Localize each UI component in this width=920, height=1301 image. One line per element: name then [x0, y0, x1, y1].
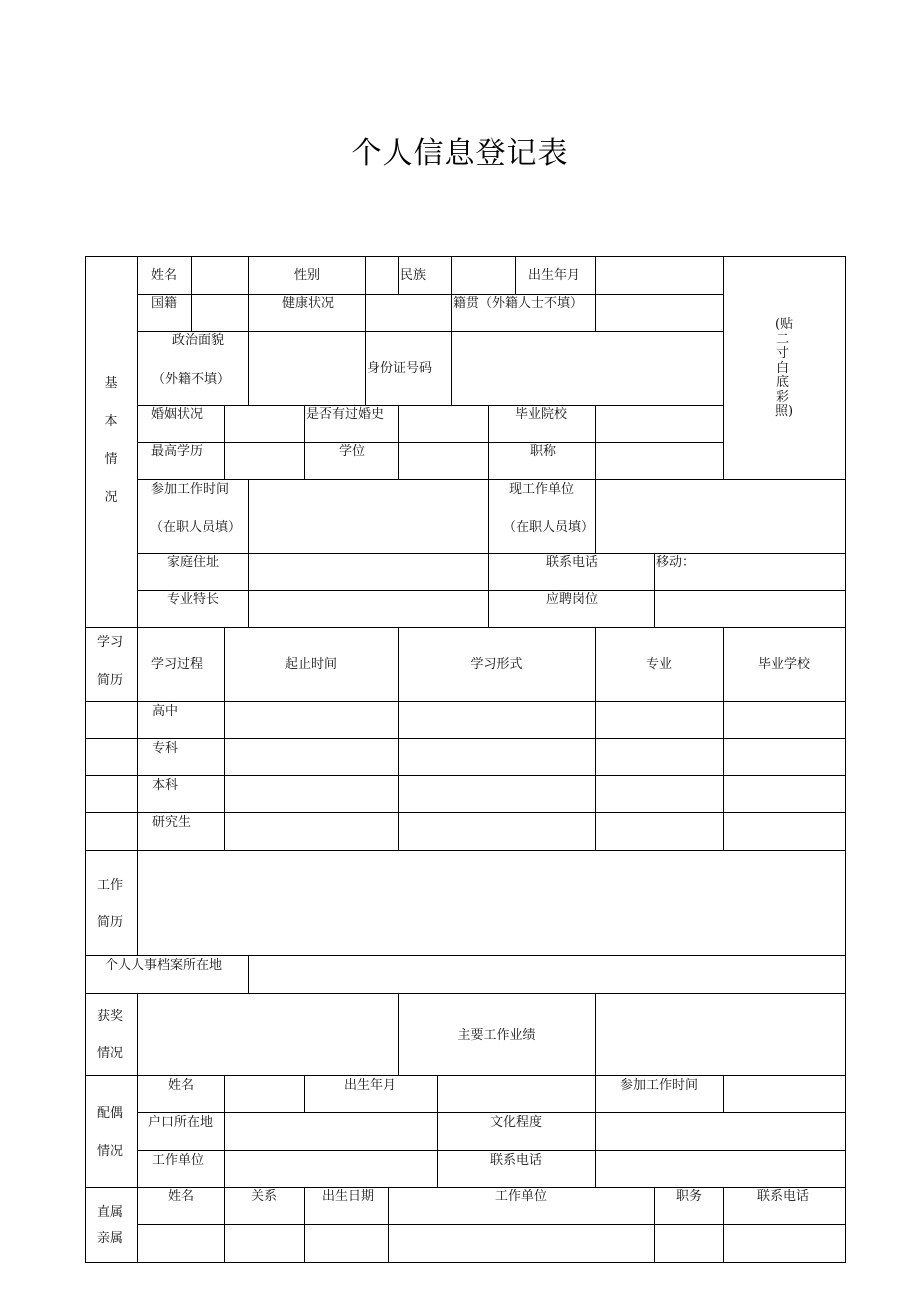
label-gender: 性别: [294, 268, 321, 283]
grid-line: [224, 1187, 225, 1263]
grid-line: [365, 331, 366, 406]
grid-line: [515, 256, 516, 294]
spouse-label-birth: 出生年月: [344, 1078, 397, 1093]
grid-line: [365, 256, 366, 332]
grid-line: [654, 553, 655, 628]
grid-line: [248, 331, 249, 406]
grid-line: [137, 1112, 845, 1113]
label-native-place: 籍贯（外籍人士不填）: [453, 296, 584, 311]
awards-section-label-1: 获奖: [97, 1009, 124, 1024]
grid-line: [595, 405, 596, 480]
awards-section-label-2: 情况: [97, 1046, 124, 1061]
label-current-employer-note: （在职人员填）: [503, 520, 595, 535]
grid-line: [137, 405, 724, 406]
grid-line: [224, 405, 225, 480]
label-position-applied: 应聘岗位: [546, 592, 599, 607]
grid-line: [137, 442, 724, 443]
label-nationality: 国籍: [151, 296, 178, 311]
grid-line: [488, 479, 489, 628]
label-name: 姓名: [151, 268, 178, 283]
study-row-label: 研究生: [152, 815, 192, 830]
grid-line: [224, 1075, 225, 1188]
grid-line: [85, 1075, 846, 1076]
grid-line: [398, 256, 399, 294]
grid-line: [85, 812, 846, 813]
grid-line: [137, 1224, 845, 1225]
grid-line: [723, 256, 724, 480]
relatives-section-label-1: 直属: [97, 1205, 124, 1220]
grid-line: [248, 479, 249, 628]
grid-line: [137, 850, 138, 956]
label-specialty: 专业特长: [167, 592, 220, 607]
label-political-note: （外籍不填）: [152, 372, 231, 387]
study-header-period: 起止时间: [284, 657, 337, 672]
grid-line: [137, 1075, 138, 1188]
label-ethnicity: 民族: [400, 268, 427, 283]
study-header-form: 学习形式: [470, 657, 523, 672]
photo-placeholder: (贴二寸白底彩照): [775, 317, 794, 419]
grid-line: [488, 405, 489, 480]
grid-line: [451, 256, 452, 406]
grid-line: [248, 294, 249, 332]
relatives-header-birth: 出生日期: [322, 1189, 375, 1204]
grid-line: [137, 993, 138, 1076]
grid-line: [304, 1075, 305, 1113]
grid-line: [85, 955, 846, 956]
study-header-process: 学习过程: [151, 657, 204, 672]
relatives-header-position: 职务: [676, 1189, 703, 1204]
grid-line: [388, 1187, 389, 1263]
relatives-header-name: 姓名: [168, 1189, 195, 1204]
study-row-label: 高中: [152, 704, 179, 719]
study-header-school: 毕业学校: [757, 657, 810, 672]
relatives-header-relation: 关系: [251, 1189, 278, 1204]
study-section-label-2: 简历: [97, 673, 124, 688]
basic-section-label: 基本情况: [104, 376, 118, 505]
grid-line: [137, 479, 845, 480]
grid-line: [85, 701, 846, 702]
frame-left: [85, 256, 86, 1263]
work-section-label-1: 工作: [97, 878, 124, 893]
frame-right: [845, 256, 846, 1263]
label-title-rank: 职称: [530, 444, 557, 459]
grid-line: [595, 1075, 596, 1188]
label-work-start-note: （在职人员填）: [150, 520, 242, 535]
grid-line: [723, 1075, 724, 1113]
grid-line: [654, 1187, 655, 1263]
label-school: 毕业院校: [515, 407, 568, 422]
grid-line: [248, 955, 249, 993]
label-health: 健康状况: [282, 296, 335, 311]
label-achievements: 主要工作业绩: [457, 1028, 536, 1043]
label-education: 最高学历: [151, 444, 204, 459]
grid-line: [248, 256, 249, 294]
spouse-label-phone: 联系电话: [490, 1153, 543, 1168]
grid-line: [191, 256, 192, 332]
grid-line: [304, 405, 305, 480]
grid-line: [85, 1187, 846, 1188]
grid-line: [595, 256, 596, 332]
label-political: 政治面貌: [172, 333, 225, 348]
spouse-label-employer: 工作单位: [152, 1153, 205, 1168]
relatives-header-phone: 联系电话: [757, 1189, 810, 1204]
grid-line: [595, 993, 596, 1076]
study-row-label: 本科: [152, 778, 179, 793]
work-section-label-2: 简历: [97, 915, 124, 930]
label-birth: 出生年月: [528, 268, 581, 283]
spouse-section-label-2: 情况: [97, 1144, 124, 1159]
study-section-label-1: 学习: [97, 635, 124, 650]
grid-line: [137, 590, 845, 591]
grid-line: [437, 1075, 438, 1188]
label-current-employer: 现工作单位: [509, 482, 575, 497]
grid-line: [304, 1187, 305, 1263]
spouse-label-name: 姓名: [168, 1078, 195, 1093]
grid-line: [85, 738, 846, 739]
label-phone: 联系电话: [546, 555, 599, 570]
grid-line: [85, 627, 846, 628]
relatives-section-label-2: 亲属: [97, 1231, 124, 1246]
label-divorced: 是否有过婚史: [306, 407, 385, 422]
spouse-section-label-1: 配偶: [97, 1106, 124, 1121]
relatives-header-employer: 工作单位: [495, 1189, 548, 1204]
grid-line: [137, 627, 138, 851]
label-marital: 婚姻状况: [151, 407, 204, 422]
label-degree: 学位: [339, 444, 366, 459]
grid-line: [723, 1187, 724, 1263]
spouse-label-work-start: 参加工作时间: [620, 1078, 699, 1093]
frame-top: [85, 256, 846, 257]
spouse-label-hukou: 户口所在地: [148, 1115, 214, 1130]
grid-line: [137, 1187, 138, 1263]
grid-line: [85, 775, 846, 776]
label-archive: 个人人事档案所在地: [105, 958, 223, 973]
grid-line: [137, 553, 845, 554]
label-mobile: 移动：: [656, 555, 696, 570]
grid-line: [137, 331, 724, 332]
page-title: 个人信息登记表: [351, 136, 569, 171]
label-id-number: 身份证号码: [367, 361, 433, 376]
label-address: 家庭住址: [167, 555, 220, 570]
grid-line: [137, 1150, 845, 1151]
grid-line: [85, 993, 846, 994]
grid-line: [85, 850, 846, 851]
study-row-label: 专科: [152, 741, 179, 756]
spouse-label-education: 文化程度: [490, 1115, 543, 1130]
frame-bottom: [85, 1262, 846, 1263]
label-work-start: 参加工作时间: [151, 482, 230, 497]
study-header-major: 专业: [645, 657, 672, 672]
grid-line: [137, 294, 724, 295]
grid-line: [595, 479, 596, 554]
grid-line: [398, 405, 399, 480]
